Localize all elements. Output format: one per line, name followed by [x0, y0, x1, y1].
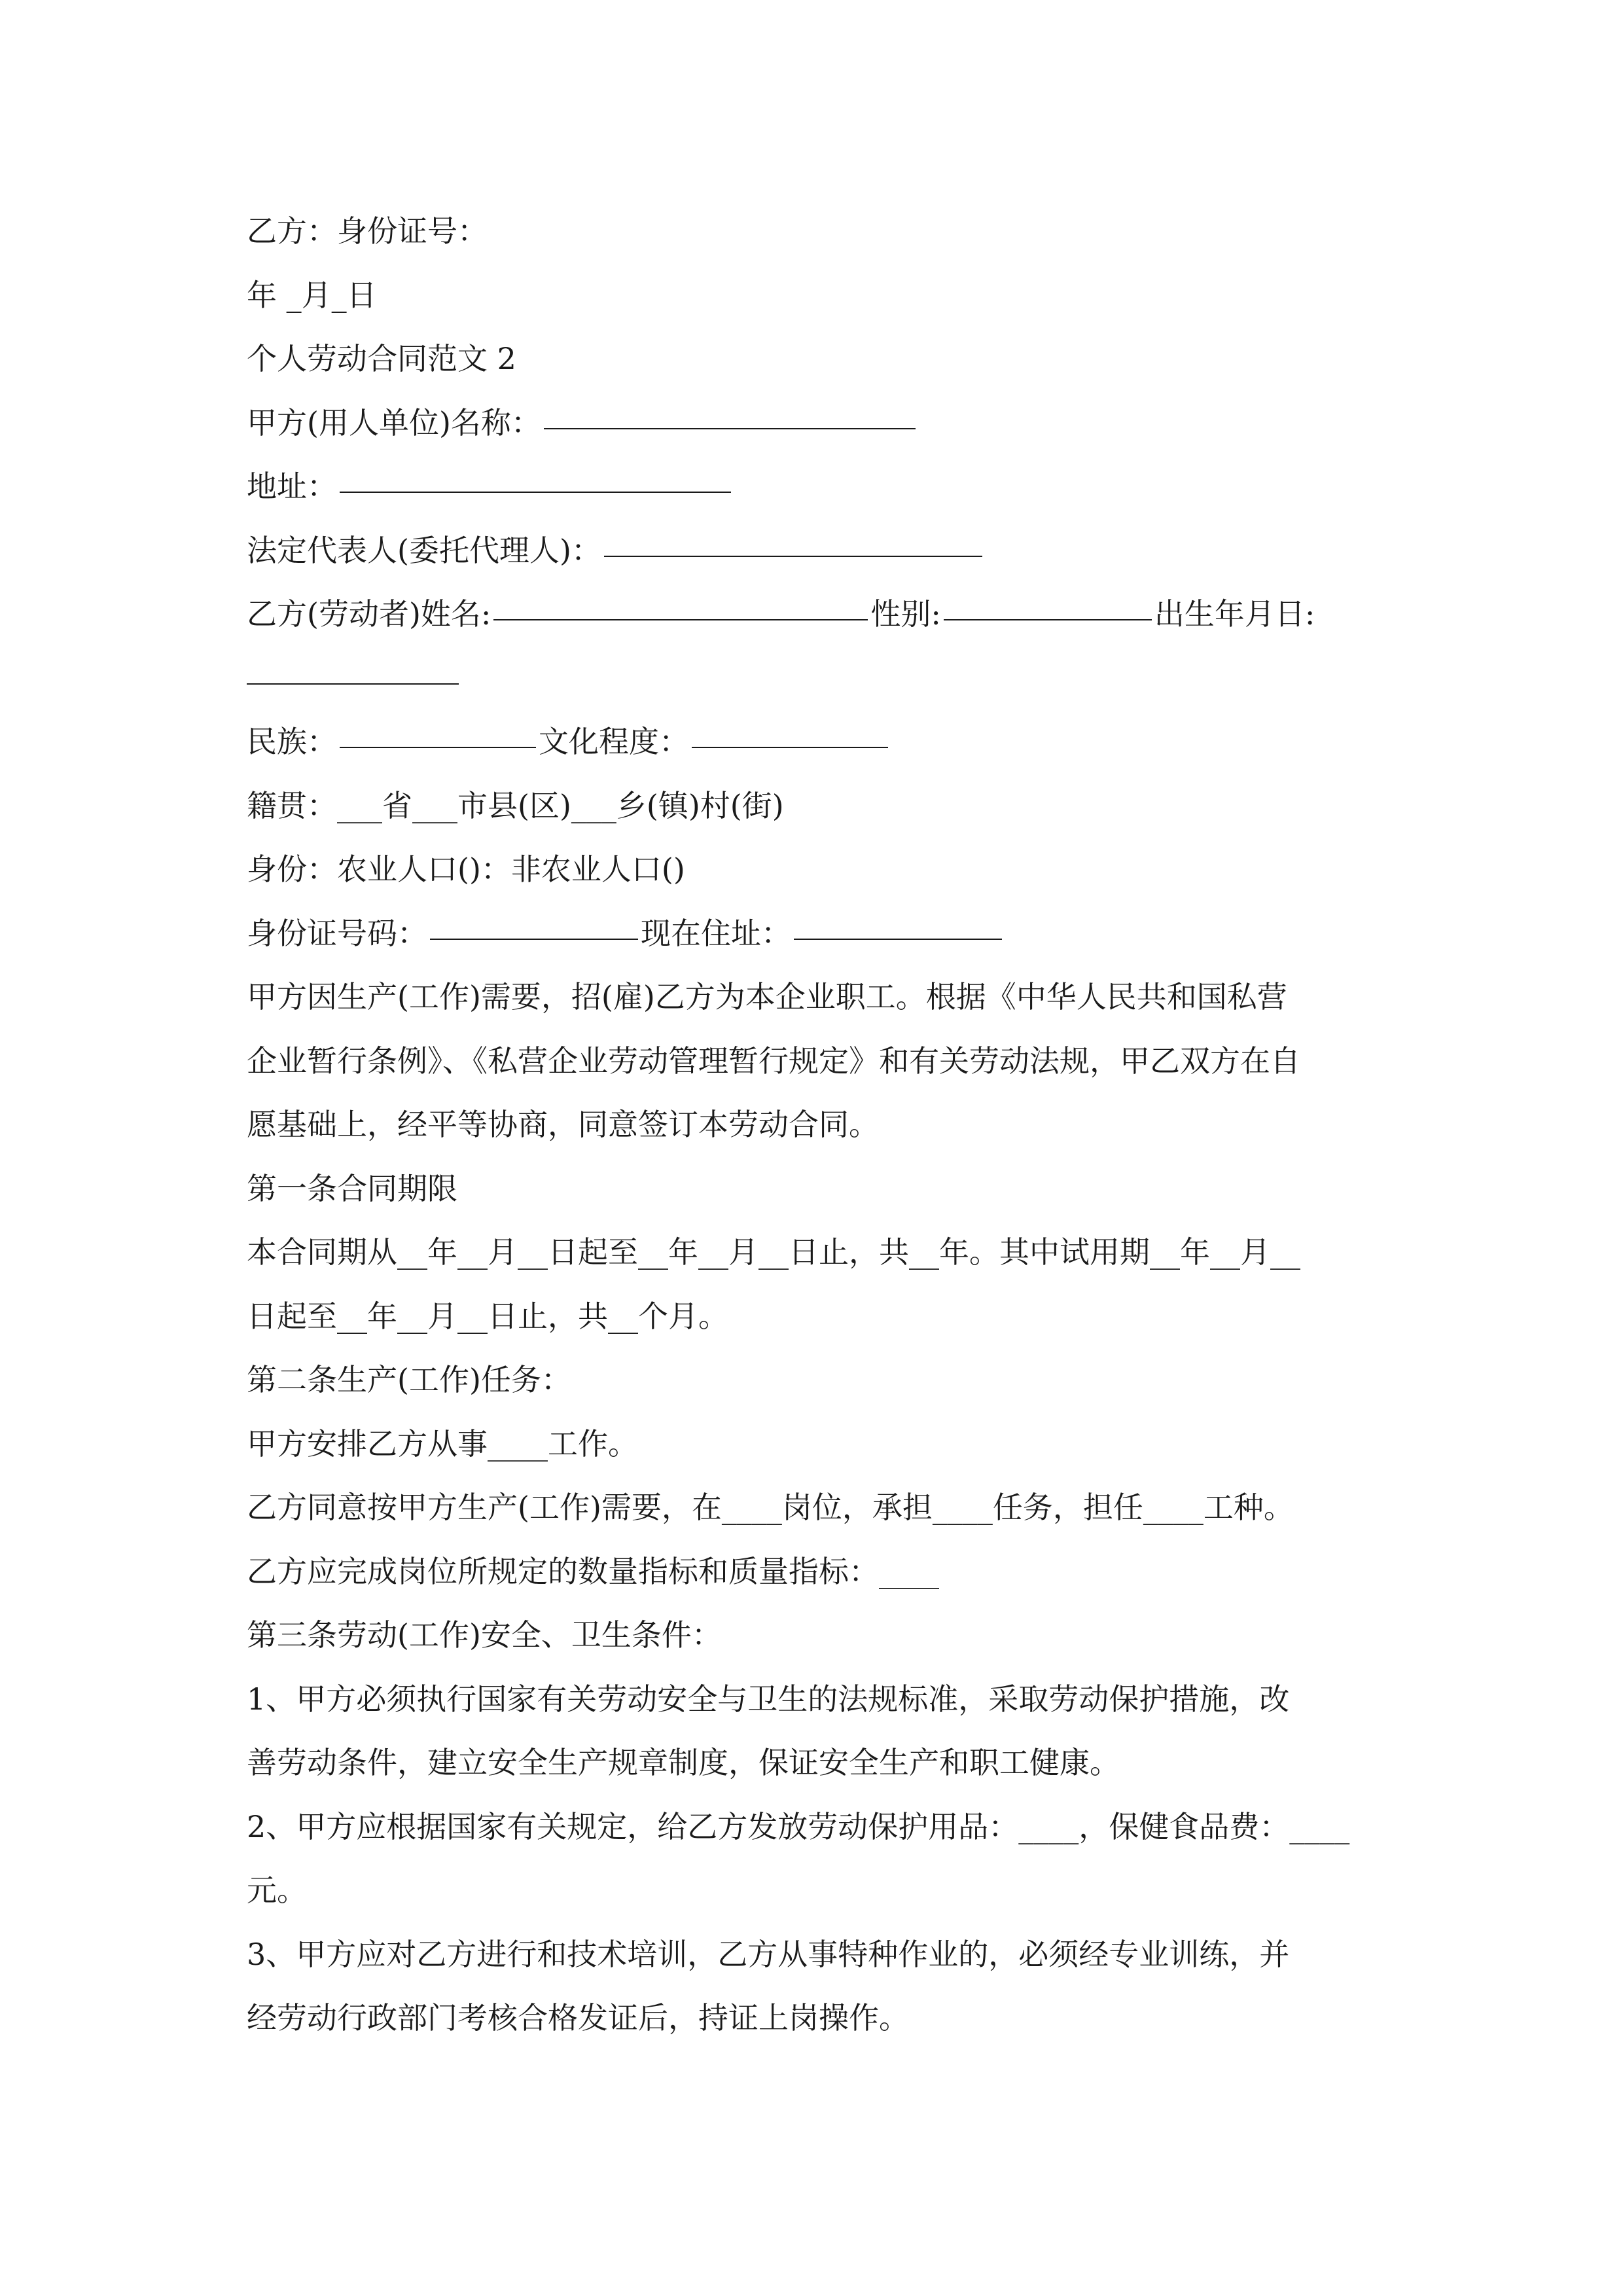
identity-line [247, 838, 1399, 902]
paragraph-line [247, 1540, 1399, 1604]
paragraph-line [247, 1923, 1399, 1987]
birthdate-label: 出生年月日: [1154, 596, 1315, 632]
ethnicity-blank [340, 746, 536, 748]
article-2-heading [247, 1348, 1399, 1412]
paragraph-line [247, 1030, 1399, 1094]
address-line [247, 455, 1399, 519]
contract-title-text: 个人劳动合同范文 2 [247, 341, 516, 376]
id-number-blank [430, 938, 638, 940]
paragraph-text: 日起至__年__月__日止，共__个月。 [247, 1298, 728, 1334]
paragraph-text: 乙方同意按甲方生产(工作)需要，在____岗位，承担____任务，担任____工种。 [247, 1490, 1294, 1525]
identity-text: 身份：农业人口()：非农业人口() [247, 852, 685, 887]
paragraph-line [247, 1859, 1399, 1923]
paragraph-text: 3、甲方应对乙方进行和技术培训，乙方从事特种作业的，必须经专业训练，并 [247, 1936, 1290, 1972]
party-a-name-blank [544, 427, 916, 429]
id-number-label: 身份证号码： [247, 915, 427, 951]
paragraph-line [247, 1412, 1399, 1477]
party-a-name-line [247, 391, 1399, 456]
paragraph-line [247, 1986, 1399, 2051]
document-body [247, 200, 1399, 2051]
party-a-name-label: 甲方(用人单位)名称： [247, 404, 541, 440]
article-heading-text: 第二条生产(工作)任务： [247, 1362, 571, 1397]
native-place-line [247, 774, 1399, 838]
worker-name-blank [493, 619, 868, 620]
education-label: 文化程度： [539, 724, 689, 759]
paragraph-text: 愿基础上，经平等协商，同意签订本劳动合同。 [247, 1107, 879, 1142]
paragraph-text: 甲方因生产(工作)需要，招(雇)乙方为本企业职工。根据《中华人民共和国私营 [247, 979, 1287, 1014]
worker-name-label: 乙方(劳动者)姓名: [247, 596, 491, 632]
birthdate-blank [247, 683, 459, 685]
date-text: 年 _月_日 [247, 277, 377, 313]
article-heading-text: 第一条合同期限 [247, 1170, 457, 1206]
ethnicity-line [247, 710, 1399, 774]
address-label: 地址： [247, 469, 337, 504]
paragraph-text: 善劳动条件，建立安全生产规章制度，保证安全生产和职工健康。 [247, 1745, 1120, 1780]
paragraph-text: 本合同期从__年__月__日起至__年__月__日止，共__年。其中试用期__年__月__ [247, 1234, 1300, 1270]
contract-title [247, 327, 1399, 391]
birthdate-blank-line [247, 647, 1399, 711]
native-place-text: 籍贯：___省___市县(区)___乡(镇)村(街) [247, 787, 784, 823]
paragraph-line [247, 1221, 1399, 1285]
article-heading-text: 第三条劳动(工作)安全、卫生条件： [247, 1617, 722, 1653]
ethnicity-label: 民族： [247, 724, 337, 759]
current-address-label: 现在住址： [641, 915, 791, 951]
paragraph-line [247, 1668, 1399, 1732]
article-3-heading [247, 1604, 1399, 1668]
address-blank [340, 491, 731, 493]
id-number-line [247, 902, 1399, 966]
party-b-id-line [247, 200, 1399, 264]
paragraph-line [247, 1285, 1399, 1349]
paragraph-line [247, 965, 1399, 1030]
education-blank [692, 746, 888, 748]
current-address-blank [794, 938, 1002, 940]
paragraph-text: 元。 [247, 1873, 307, 1908]
paragraph-line [247, 1093, 1399, 1157]
gender-label: 性别: [870, 596, 941, 632]
worker-info-line [247, 583, 1399, 647]
legal-rep-blank [604, 555, 982, 557]
paragraph-text: 乙方应完成岗位所规定的数量指标和质量指标：____ [247, 1553, 939, 1589]
paragraph-text: 企业暂行条例》、《私营企业劳动管理暂行规定》和有关劳动法规，甲乙双方在自 [247, 1043, 1300, 1079]
legal-rep-line [247, 519, 1399, 583]
paragraph-text: 甲方安排乙方从事____工作。 [247, 1426, 638, 1462]
legal-rep-label: 法定代表人(委托代理人)： [247, 532, 601, 568]
paragraph-line [247, 1476, 1399, 1540]
paragraph-line [247, 1795, 1399, 1859]
date-line [247, 264, 1399, 328]
article-1-heading [247, 1157, 1399, 1221]
paragraph-text: 2、甲方应根据国家有关规定，给乙方发放劳动保护用品：____，保健食品费：____ [247, 1808, 1350, 1844]
paragraph-line [247, 1731, 1399, 1795]
party-b-id-text: 乙方：身份证号： [247, 213, 488, 249]
paragraph-text: 1、甲方必须执行国家有关劳动安全与卫生的法规标准，采取劳动保护措施，改 [247, 1681, 1290, 1717]
gender-blank [944, 619, 1152, 620]
paragraph-text: 经劳动行政部门考核合格发证后，持证上岗操作。 [247, 2000, 909, 2036]
